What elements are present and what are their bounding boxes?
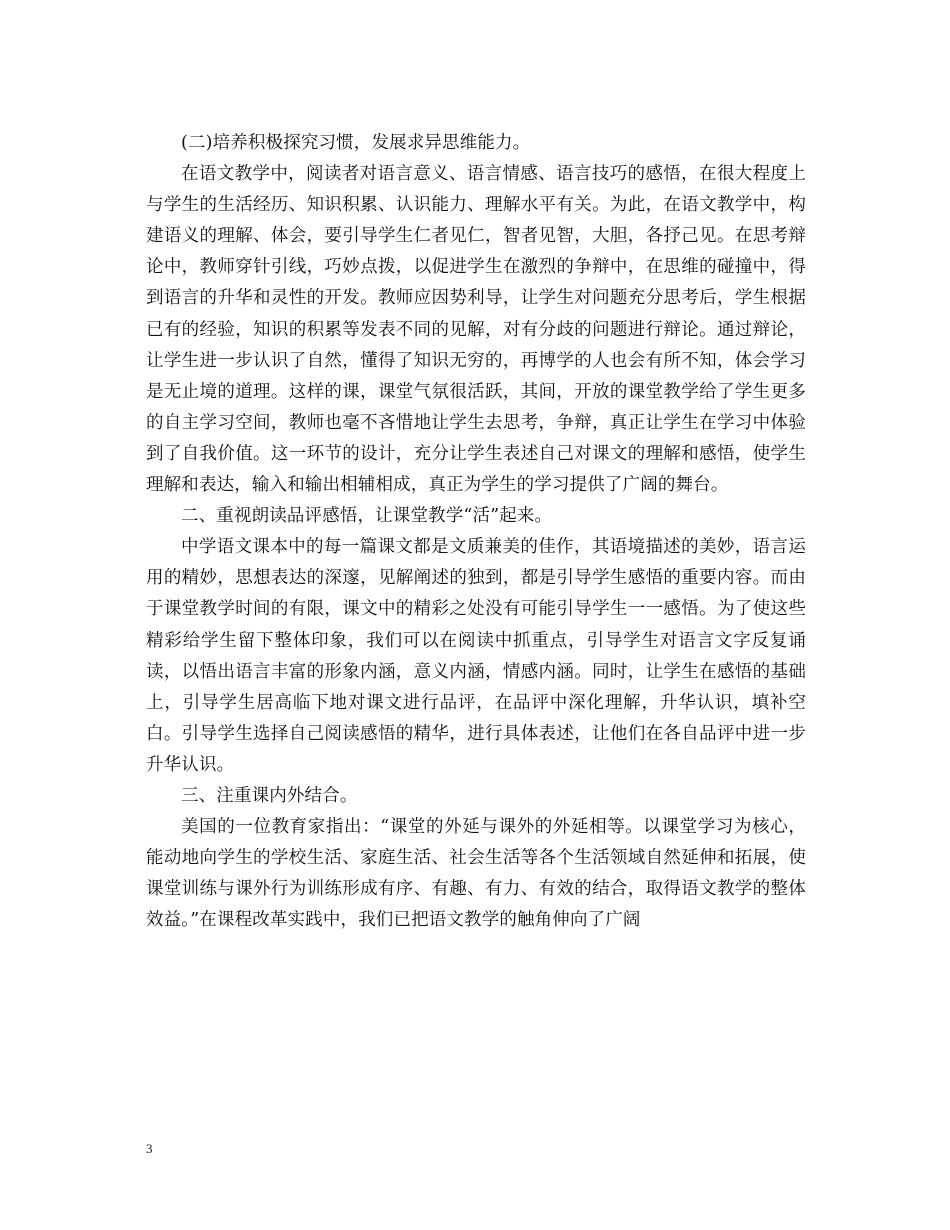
document-body [146,128,806,936]
section-heading-cultivate-inquiry: (二)培养积极探究习惯，发展求异思维能力。 [181,133,531,153]
paragraph-textbook-appreciation: 中学语文课本中的每一篇课文都是文质兼美的佳作，其语境描述的美妙，语言运用的精妙，思想表达的深邃，见解阐述的独到，都是引导学生感悟的重要内容。而由于课堂教学时间的有限，课文中的精彩之处没有可能引导学生一一感悟。为了使这些精彩给学生留下整体印象，我们可以在阅读中抓重点，引导学生对语言文字反复诵读，以悟出语言丰富的形象内涵，意义内涵，情感内涵。同时，让学生在感悟的基础上，引导学生居高临下地对课文进行品评，在品评中深化理解，升华认识，填补空白。引导学生选择自己阅读感悟的精华，进行具体表述，让他们在各自品评中进一步升华认识。 [146,537,806,775]
paragraph-educator-quote: 美国的一位教育家指出：“课堂的外延与课外的外延相等。以课堂学习为核心，能动地向学生的学校生活、家庭生活、社会生活等各个生活领域自然延伸和拓展，使课堂训练与课外行为训练形成有序、有趣、有力、有效的结合，取得语文教学的整体效益。”在课程改革实践中，我们已把语文教学的触角伸向了广阔 [146,817,806,931]
page-number: 3 [146,1141,153,1156]
section-heading-reading-appreciation: 二、重视朗读品评感悟，让课堂教学“活”起来。 [181,506,553,527]
section-heading-inside-outside-class: 三、注重课内外结合。 [181,785,358,806]
paragraph-reading-comprehension: 在语文教学中，阅读者对语言意义、语言情感、语言技巧的感悟，在很大程度上与学生的生活经历、知识积累、认识能力、理解水平有关。为此，在语文教学中，构建语义的理解、体会，要引导学生仁者见仁，智者见智，大胆，各抒己见。在思考辩论中，教师穿针引线，巧妙点拨，以促进学生在激烈的争辩中，在思维的碰撞中，得到语言的升华和灵性的开发。教师应因势利导，让学生对问题充分思考后，学生根据已有的经验，知识的积累等发表不同的见解，对有分歧的问题进行辩论。通过辩论，让学生进一步认识了自然，懂得了知识无穷的，再博学的人也会有所不知，体会学习是无止境的道理。这样的课，课堂气氛很活跃，其间，开放的课堂教学给了学生更多的自主学习空间，教师也毫不吝惜地让学生去思考，争辩，真正让学生在学习中体验到了自我价值。这一环节的设计，充分让学生表述自己对课文的理解和感悟，使学生理解和表达，输入和输出相辅相成，真正为学生的学习提供了广阔的舞台。 [146,164,806,496]
